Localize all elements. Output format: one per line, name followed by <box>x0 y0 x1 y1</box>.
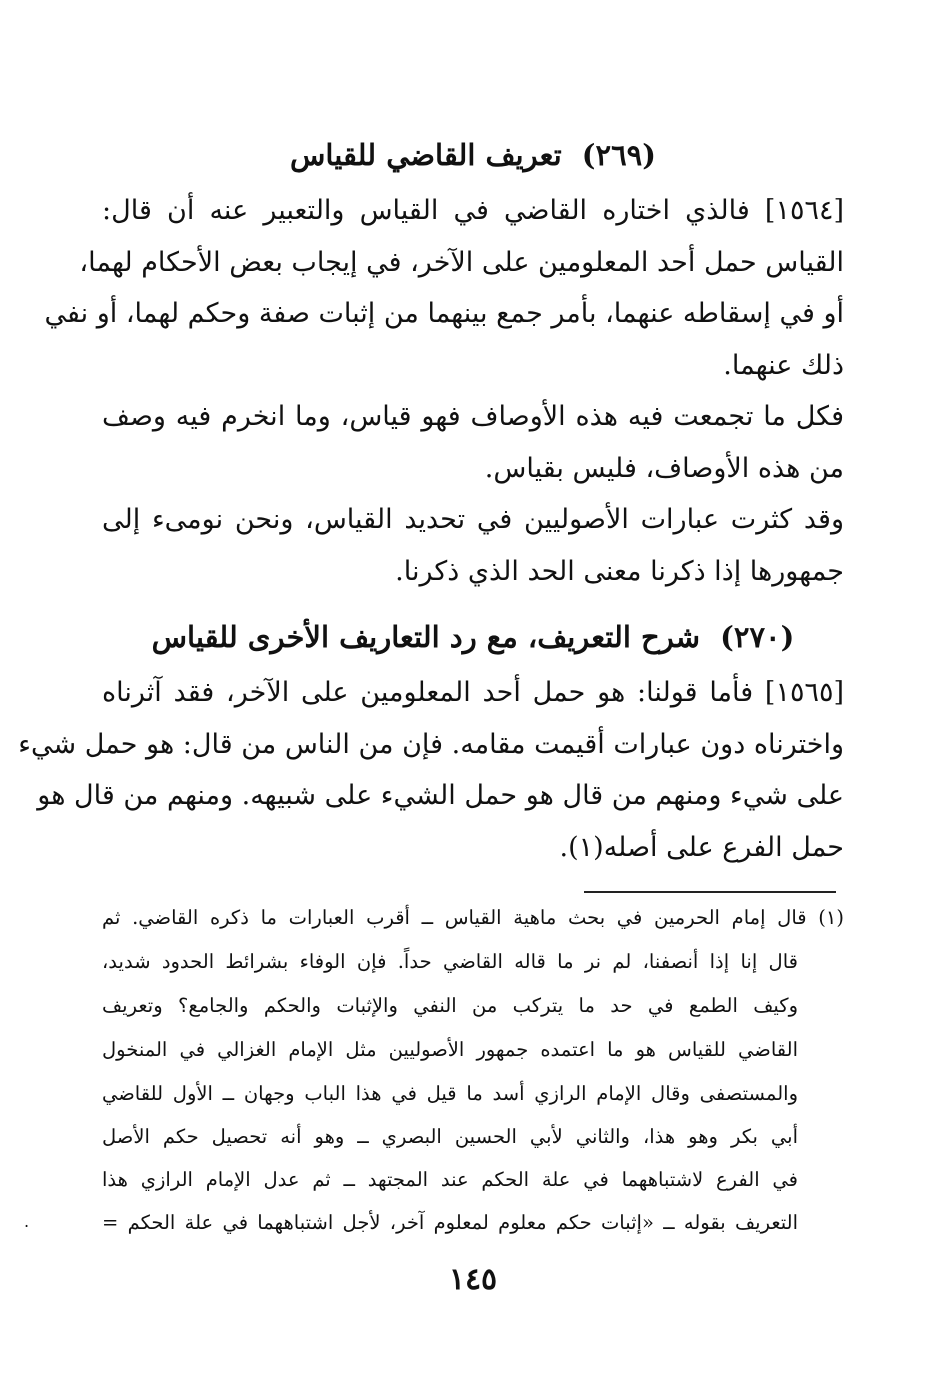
footnote-divider <box>584 891 836 893</box>
section-heading-269 <box>0 138 946 172</box>
page-number: ١٤٥ <box>448 1262 498 1297</box>
footnote-line: أبي بكر وهو هذا، والثاني لأبي الحسين البصري ــ وهو أنه تحصيل حكم الأصل <box>102 1125 798 1148</box>
section-heading-270 <box>0 620 946 654</box>
text-line: واخترناه دون عبارات أقيمت مقامه. فإن من الناس من قال: هو حمل شيء <box>18 729 844 760</box>
footnote-line: القاضي للقياس هو ما اعتمده جمهور الأصوليين مثل الإمام الغزالي في المنخول <box>102 1038 798 1061</box>
footnote-line: والمستصفى وقال الإمام الرازي أسد ما قيل في هذا الباب وجهان ــ الأول للقاضي <box>102 1082 798 1105</box>
text-line: أو في إسقاطه عنهما، بأمر جمع بينهما من إثبات صفة وحكم لهما، أو نفي <box>44 298 844 329</box>
text-line: من هذه الأوصاف، فليس بقياس. <box>484 453 844 484</box>
margin-mark: . <box>24 1212 30 1231</box>
text-line: على شيء ومنهم من قال هو حمل الشيء على شبيهه. ومنهم من قال هو <box>37 780 844 811</box>
section-title: تعريف القاضي للقياس <box>290 138 562 172</box>
text-line: القياس حمل أحد المعلومين على الآخر، في إيجاب بعض الأحكام لهما، <box>79 247 844 278</box>
text-line: وقد كثرت عبارات الأصوليين في تحديد القياس، ونحن نومىء إلى <box>102 504 844 535</box>
section-number: (٢٧٠) <box>720 620 795 654</box>
footnote-line: في الفرع لاشتباههما في علة الحكم عند المجتهد ــ ثم عدل الإمام الرازي هذا <box>102 1168 798 1191</box>
section-number: (٢٦٩) <box>581 138 656 172</box>
section-title: شرح التعريف، مع رد التعاريف الأخرى للقياس <box>151 620 701 654</box>
text-line: جمهورها إذا ذكرنا معنى الحد الذي ذكرنا. <box>395 556 844 587</box>
text-line: فكل ما تجمعت فيه هذه الأوصاف فهو قياس، وما انخرم فيه وصف <box>102 401 844 432</box>
text-line: [١٥٦٤] فالذي اختاره القاضي في القياس والتعبير عنه أن قال: <box>102 195 844 226</box>
text-line: حمل الفرع على أصله(١). <box>559 832 844 863</box>
footnote-line: وكيف الطمع في حد ما يتركب من النفي والإثبات والحكم والجامع؟ وتعريف <box>102 994 798 1017</box>
footnote-line: (١) قال إمام الحرمين في بحث ماهية القياس ــ أقرب العبارات ما ذكره القاضي. ثم <box>102 906 844 929</box>
footnote-line: قال إنا إذا أنصفنا، لم نر ما قاله القاضي حداً. فإن الوفاء بشرائط الحدود شديد، <box>102 950 798 973</box>
text-line: [١٥٦٥] فأما قولنا: هو حمل أحد المعلومين على الآخر، فقد آثرناه <box>102 677 844 708</box>
footnote-line: التعريف بقوله ــ «إثبات حكم معلوم لمعلوم آخر، لأجل اشتباههما في علة الحكم = <box>102 1211 798 1234</box>
text-line: ذلك عنهما. <box>723 350 844 381</box>
